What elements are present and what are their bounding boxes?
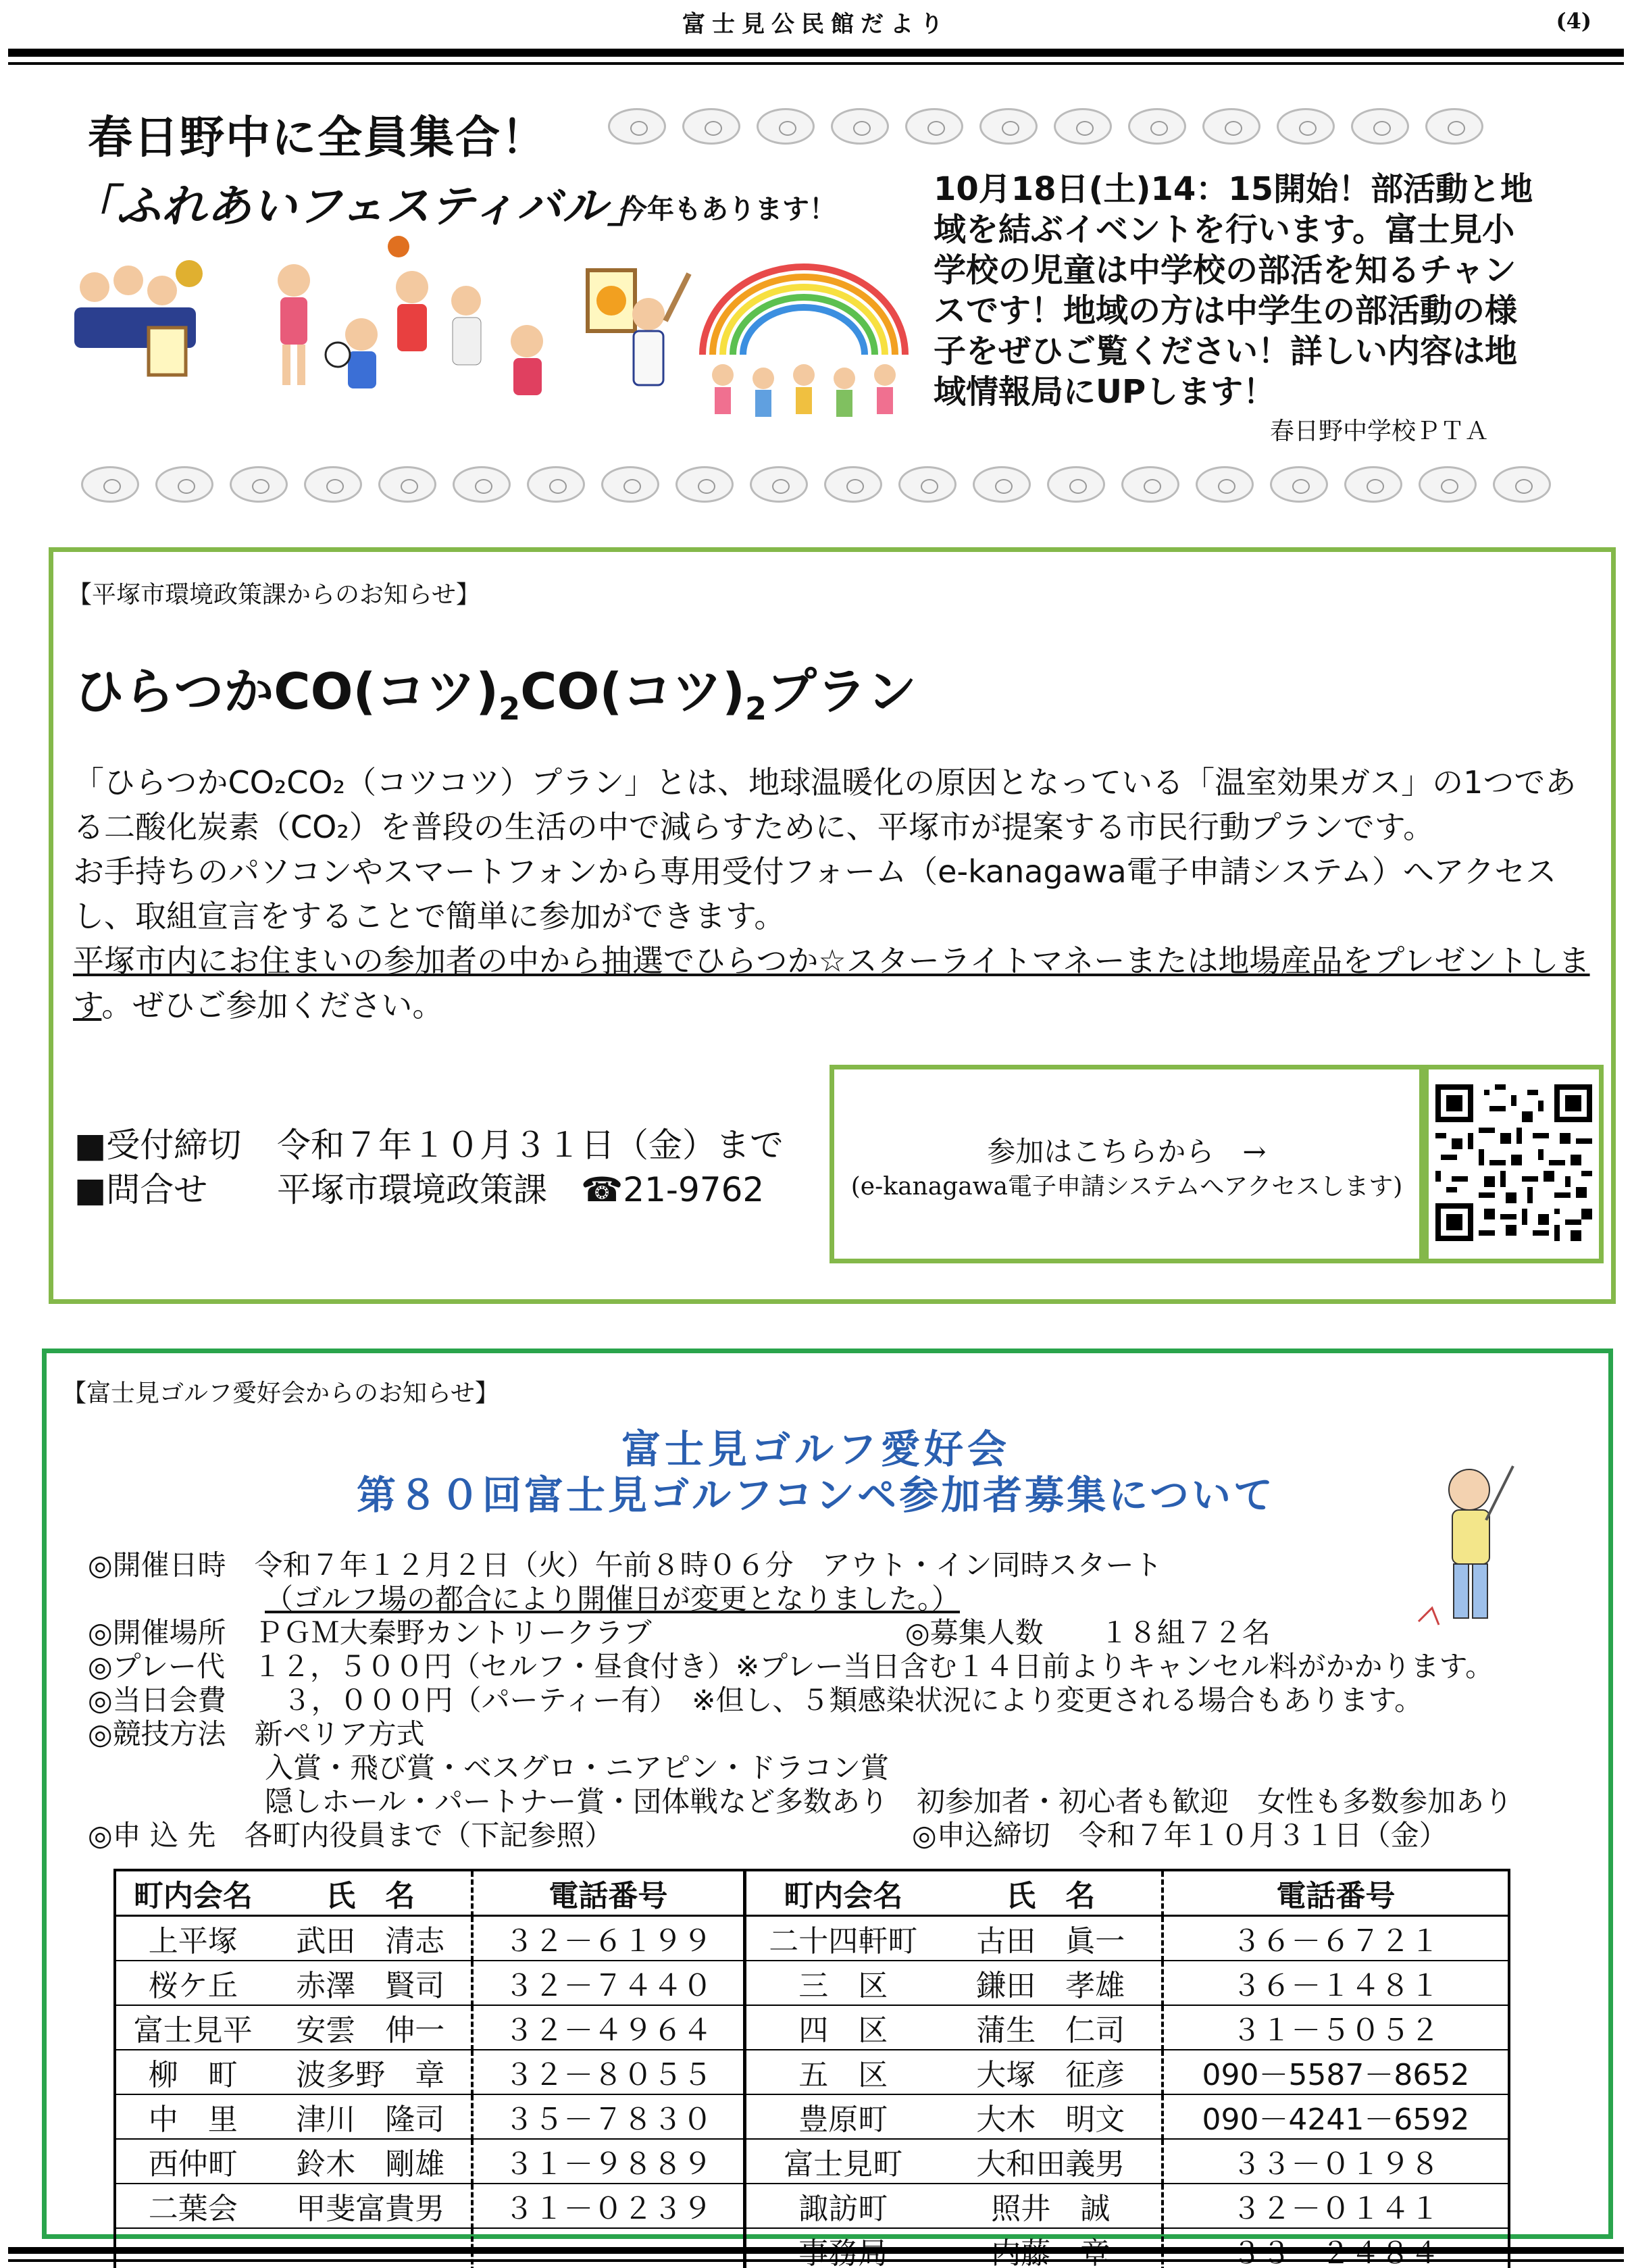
school-crest-icon [1270, 466, 1328, 503]
golfer-illustration [1405, 1459, 1540, 1635]
school-crest-icon [675, 466, 734, 503]
table-cell: 四 区 [798, 2013, 888, 2048]
school-crest-icon [81, 466, 139, 503]
golf-date-line: ◎開催日時 令和７年１２月２日（火）午前８時０６分 アウト・イン同時スタート [88, 1548, 1163, 1582]
school-crest-icon [824, 466, 882, 503]
crest-border-bottom [81, 466, 1601, 507]
table-cell: 090－5587－8652 [1163, 2050, 1509, 2094]
school-crest-icon [973, 466, 1031, 503]
school-crest-icon [1344, 466, 1402, 503]
golf-apply-deadline-line: ◎申込締切 令和７年１０月３１日（金） [912, 1819, 1448, 1852]
table-cell: ３２－４９６４ [472, 2005, 744, 2050]
school-crest-icon [1196, 466, 1254, 503]
school-crest-icon [1351, 108, 1409, 145]
table-cell: 三 区 [798, 1969, 888, 2003]
column-header: 町内会名 [744, 1870, 940, 1916]
club-activities-illustration [54, 233, 919, 436]
pta-headline: 春日野中に全員集合！ [88, 111, 547, 163]
crest-border-top [608, 108, 1540, 149]
golf-extra-prizes-line: 隠しホール・パートナー賞・団体戦など多数あり 初参加者・初心者も歓迎 女性も多数参加あり [265, 1785, 1513, 1818]
table-cell: 桜ケ丘 [148, 1969, 238, 2003]
co2-plan-description [73, 760, 1600, 1028]
school-crest-icon [1277, 108, 1335, 145]
pta-event-description: 10月18日(土)14：15開始！部活動と地域を結ぶイベントを行います。富士見小学校の児童は中学校の部活を知るチャンスです！地域の方は中学生の部活動の様子をぜひご覧ください！詳しい内容は地域情報局にUPします！ [934, 170, 1533, 411]
co2-plan-paragraph-3: 平塚市内にお住まいの参加者の中から抽選でひらつか☆スターライトマネーまたは地場産品をプレゼントします。ぜひご参加ください。 [73, 942, 1590, 1024]
school-crest-icon [757, 108, 815, 145]
table-cell: 090－4241－6592 [1163, 2094, 1509, 2139]
volleyball-girl [511, 325, 543, 395]
hiratsuka-notice-label: 【平塚市環境政策課からのお知らせ】 [68, 581, 480, 609]
prize-notice: 平塚市内にお住まいの参加者の中から抽選でひらつか☆スターライトマネーまたは地場産品をプレゼントします [73, 942, 1590, 1024]
golf-format-line: ◎競技方法 新ペリア方式 [88, 1717, 425, 1750]
table-cell: ３２－０１４１ [1163, 2184, 1509, 2228]
table-header-row [115, 1870, 1509, 1916]
table-cell: ３２－６１９９ [472, 1916, 744, 1961]
table-cell: 鈴木 剛雄 [296, 2147, 445, 2182]
table-cell: 諏訪町 [798, 2192, 888, 2226]
school-crest-icon [155, 466, 213, 503]
table-cell: 上平塚 [148, 1924, 238, 1959]
application-link-subtext: (e-kanagawa電子申請システムへアクセスします) [850, 1173, 1403, 1201]
rainbow-children [703, 267, 905, 417]
table-cell: ３５－７８３０ [472, 2094, 744, 2139]
school-crest-icon [905, 108, 963, 145]
column-header: 電話番号 [1163, 1870, 1509, 1916]
table-row [115, 2050, 1509, 2094]
school-crest-icon [601, 466, 659, 503]
contact-table [113, 1869, 1510, 2268]
school-crest-icon [1493, 466, 1551, 503]
newsletter-title: 富士見公民館だより [682, 11, 950, 38]
table-cell: 富士見町 [784, 2147, 903, 2182]
table-cell: ３１－０２３９ [472, 2184, 744, 2228]
basketball-player [388, 236, 481, 365]
golf-competition-heading: 第８０回富士見ゴルフコンペ参加者募集について [357, 1472, 1275, 1518]
school-crest-icon [304, 466, 362, 503]
header-rule-thin [8, 62, 1624, 65]
table-cell: 武田 清志 [296, 1924, 445, 1959]
school-crest-icon [527, 466, 585, 503]
golf-venue-line: ◎開催場所 ＰＧＭ大秦野カントリークラブ [88, 1616, 652, 1649]
golf-apply-to-line: ◎申 込 先 各町内役員まで（下記参照） [88, 1819, 613, 1852]
soccer-boy [326, 318, 378, 388]
pta-festival-subtitle: 今年もあります！ [620, 194, 836, 225]
table-cell: ３２－８０５５ [472, 2050, 744, 2094]
school-crest-icon [1121, 466, 1179, 503]
golf-party-fee-line: ◎当日会費 ３，０００円（パーティー有） ※但し、５類感染状況により変更される場合もあります。 [88, 1684, 1423, 1717]
school-crest-icon [1425, 108, 1483, 145]
footer-rule-thin [8, 2259, 1624, 2262]
co2-plan-paragraph-1: 「ひらつかCO₂CO₂（コツコツ）プラン」とは、地球温暖化の原因となっている「温室効果ガス」の1つである二酸化炭素（CO₂）を普段の生活の中で減らすために、平塚市が提案する市民行動プランです。 [73, 764, 1577, 845]
school-crest-icon [750, 466, 808, 503]
table-cell: 鎌田 孝雄 [976, 1969, 1125, 2003]
school-crest-icon [898, 466, 957, 503]
golf-date-note: （ゴルフ場の都合により開催日が変更となりました。） [265, 1582, 961, 1615]
table-cell: 五 区 [798, 2058, 888, 2092]
table-cell: ３６－１４８１ [1163, 1961, 1509, 2005]
table-cell: 波多野 章 [296, 2058, 445, 2092]
school-crest-icon [682, 108, 740, 145]
table-row [115, 2005, 1509, 2050]
table-row [115, 2184, 1509, 2228]
golf-notice-label: 【富士見ゴルフ愛好会からのお知らせ】 [62, 1380, 499, 1407]
qr-code-frame [1424, 1065, 1604, 1263]
runner-girl [278, 264, 310, 385]
school-crest-icon [1047, 466, 1105, 503]
pta-festival-title: 「ふれあいフェスティバル」 [71, 180, 653, 232]
table-cell: 津川 隆司 [296, 2102, 445, 2137]
golf-fee-line: ◎プレー代 １２，５００円（セルフ・昼食付き）※プレー当日含む１４日前よりキャンセル料がかかります。 [88, 1650, 1494, 1683]
table-cell: ３６－６７２１ [1163, 1916, 1509, 1961]
table-cell: 柳 町 [148, 2058, 238, 2092]
table-cell: ３１－５０５２ [1163, 2005, 1509, 2050]
table-cell: 赤澤 賢司 [296, 1969, 445, 2003]
table-cell: 大和田義男 [976, 2147, 1125, 2182]
school-crest-icon [831, 108, 889, 145]
table-cell: 中 里 [148, 2102, 238, 2137]
application-link-text[interactable]: 参加はこちらから → [987, 1135, 1267, 1168]
pta-signature: 春日野中学校ＰＴＡ [1270, 418, 1489, 445]
school-crest-icon [453, 466, 511, 503]
table-row [115, 2094, 1509, 2139]
table-cell: 二葉会 [148, 2192, 238, 2226]
table-cell: 蒲生 仁司 [976, 2013, 1125, 2048]
table-cell: 大木 明文 [976, 2102, 1125, 2137]
qr-code-icon[interactable] [1435, 1084, 1592, 1241]
header-rule-thick [8, 49, 1624, 57]
table-cell: 照井 誠 [991, 2192, 1111, 2226]
table-cell: 甲斐富貴男 [296, 2192, 445, 2226]
table-cell: 大塚 征彦 [976, 2058, 1125, 2092]
table-cell: ３３－０１９８ [1163, 2139, 1509, 2184]
deadline-label: ■受付締切 [74, 1126, 242, 1165]
baseball-player [632, 274, 689, 385]
table-cell: 古田 眞一 [976, 1924, 1125, 1959]
page-number: (4) [1556, 8, 1591, 34]
table-row [115, 2139, 1509, 2184]
golf-club-heading: 富士見ゴルフ愛好会 [621, 1426, 1011, 1472]
table-row [115, 1961, 1509, 2005]
table-cell: 安雲 伸一 [296, 2013, 445, 2048]
footer-rule-thick [8, 2247, 1624, 2254]
golf-capacity-line: ◎募集人数 １８組７２名 [905, 1616, 1271, 1649]
golf-prizes-line: 入賞・飛び賞・ベスグロ・ニアピン・ドラコン賞 [265, 1751, 890, 1784]
table-cell: 西仲町 [148, 2147, 238, 2182]
art-frames [149, 270, 635, 375]
column-header: 氏 名 [940, 1870, 1163, 1916]
deadline-value: 令和７年１０月３１日（金）まで [277, 1126, 784, 1165]
table-cell: 豊原町 [798, 2102, 888, 2137]
table-cell: ３２－７４４０ [472, 1961, 744, 2005]
co2-plan-info [74, 1123, 784, 1212]
table-cell: 富士見平 [133, 2013, 253, 2048]
school-crest-icon [979, 108, 1038, 145]
school-crest-icon [230, 466, 288, 503]
co2-plan-title: ひらつかCO(コツ)$_2CO$(コツ)$_2$プラン [74, 663, 917, 727]
school-crest-icon [608, 108, 666, 145]
co2-plan-paragraph-2: お手持ちのパソコンやスマートフォンから専用受付フォーム（e-kanagawa電子申請システム）へアクセスし、取組宣言をすることで簡単に参加ができます。 [73, 853, 1557, 934]
table-row [115, 1916, 1509, 1961]
table-cell: 二十四軒町 [769, 1924, 918, 1959]
school-crest-icon [1054, 108, 1112, 145]
contact-label: ■問合せ [74, 1170, 208, 1209]
table-cell: ３１－９８８９ [472, 2139, 744, 2184]
school-crest-icon [1128, 108, 1186, 145]
school-crest-icon [1202, 108, 1260, 145]
school-crest-icon [378, 466, 436, 503]
school-crest-icon [1419, 466, 1477, 503]
column-header: 氏 名 [270, 1870, 472, 1916]
column-header: 町内会名 [115, 1870, 270, 1916]
contact-value: 平塚市環境政策課 ☎21-9762 [277, 1170, 765, 1209]
column-header: 電話番号 [472, 1870, 744, 1916]
